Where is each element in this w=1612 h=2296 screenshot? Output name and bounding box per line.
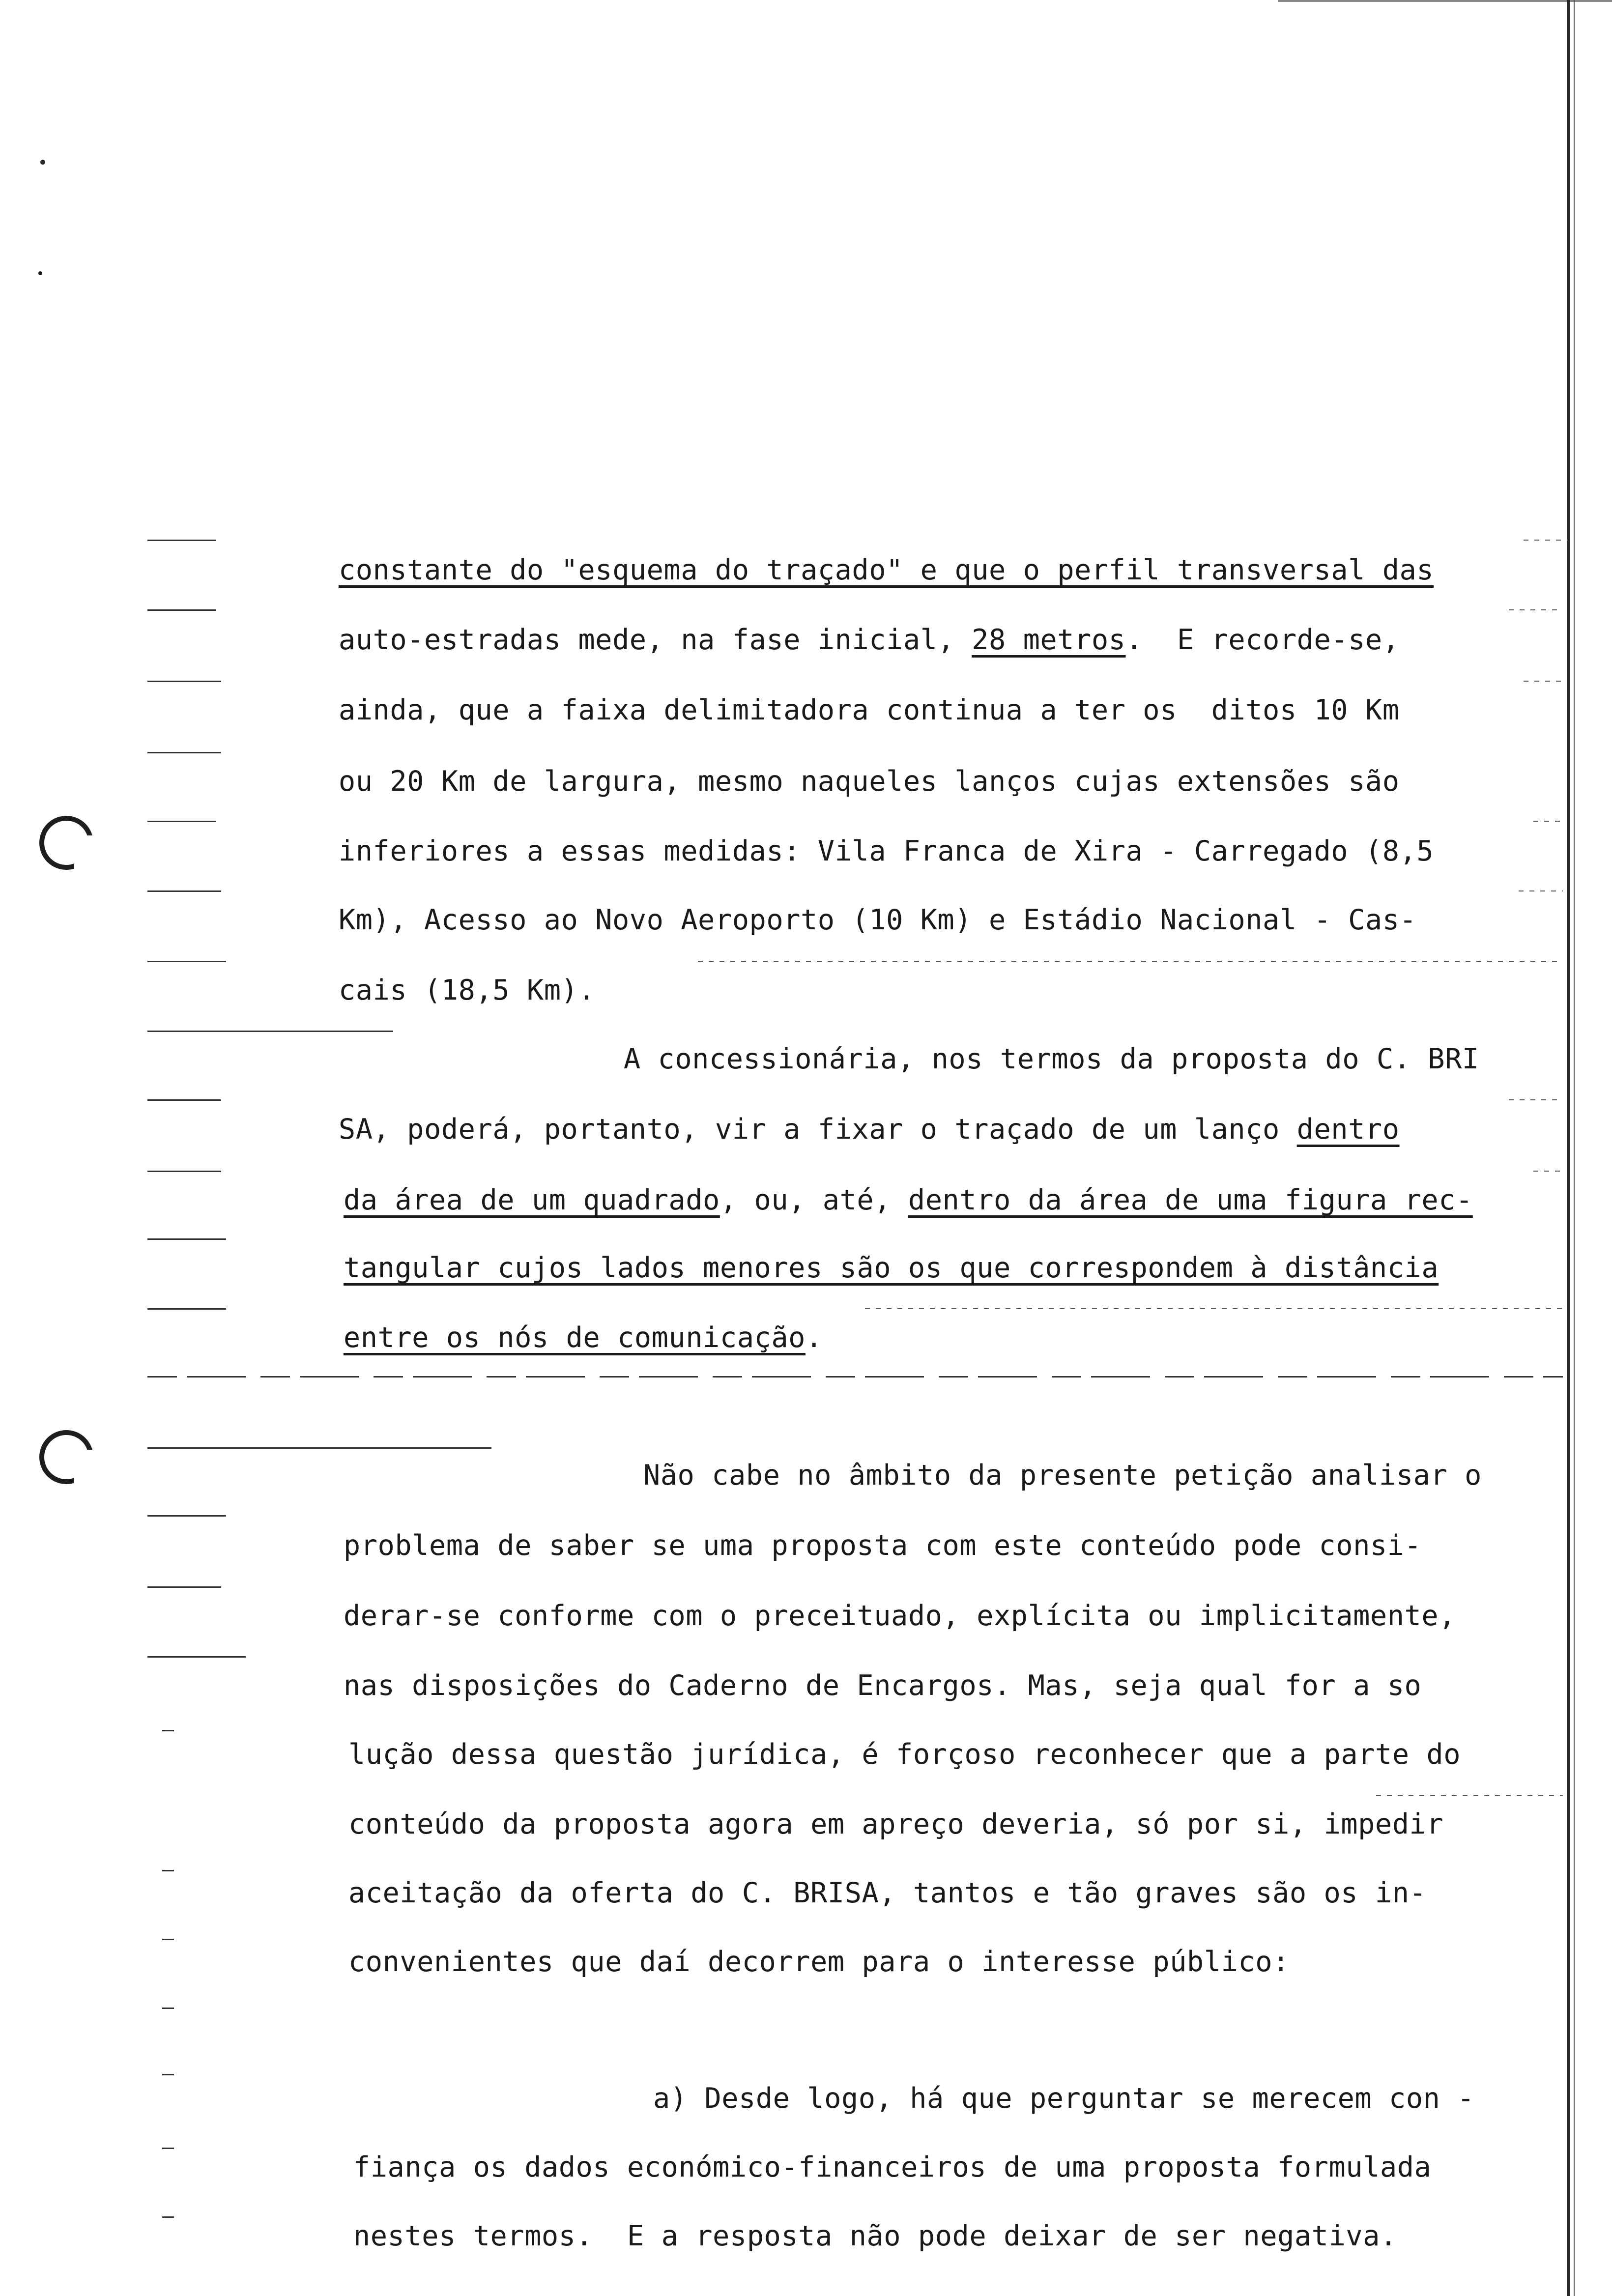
text-line [236, 861, 1417, 936]
line-segment: nestes termos. E a resposta não pode deixar de ser negativa. [353, 2220, 1397, 2252]
line-segment: nas disposições do Caderno de Encargos. Mas, seja qual for a so [343, 1669, 1422, 1702]
line-segment: convenientes que daí decorrem para o interesse público: [348, 1946, 1290, 1978]
text-line [246, 1903, 1290, 1978]
text-line [541, 1416, 1482, 1492]
line-segment: aceitação da oferta do C. BRISA, tantos e tão graves são os in- [348, 1877, 1427, 1909]
line-segment-underlined: 28 metros [972, 624, 1126, 656]
line-segment-underlined: tangular cujos lados menores são os que correspondem à distância [343, 1252, 1439, 1284]
line-segment: constante do "esquema do traçado" e que o perfil transversal das [338, 554, 1434, 586]
text-line [550, 2039, 1475, 2115]
text-line [236, 792, 1434, 867]
text-line [241, 1279, 823, 1354]
line-segment: conteúdo da proposta agora em apreço deveria, só por si, impedir [348, 1808, 1444, 1840]
line-segment: ou 20 Km de largura, mesmo naqueles lanços cujas extensões são [338, 765, 1400, 798]
text-line [236, 931, 596, 1006]
text-line [241, 1209, 1439, 1284]
text-line [251, 2177, 1397, 2252]
line-segment-underlined: da área de um quadrado [343, 1184, 720, 1216]
line-segment: . [805, 1321, 823, 1354]
line-segment: . E recorde-se, [1125, 624, 1400, 656]
line-segment: derar-se conforme com o preceituado, explícita ou implicitamente, [343, 1600, 1456, 1632]
text-line [246, 1834, 1427, 1909]
line-segment-underlined: entre os nós de comunicação [343, 1321, 806, 1354]
line-segment: inferiores a essas medidas: Vila Franca de Xira - Carregado (8,5 [338, 835, 1434, 867]
text-line [236, 651, 1400, 726]
text-line [241, 1627, 1422, 1702]
text-line [236, 1070, 1400, 1146]
line-segment-underlined: dentro [1296, 1113, 1400, 1146]
text-line [236, 722, 1400, 798]
text-line [251, 2108, 1432, 2183]
text-line [521, 1000, 1479, 1075]
line-segment: cais (18,5 Km). [338, 974, 596, 1006]
text-line [246, 1695, 1461, 1771]
line-segment: problema de saber se uma proposta com este conteúdo pode consi- [343, 1529, 1422, 1562]
line-segment: Km), Acesso ao Novo Aeroporto (10 Km) e Estádio Nacional - Cas- [338, 904, 1417, 936]
line-segment: , ou, até, [720, 1184, 908, 1216]
line-segment: a) Desde logo, há que perguntar se merecem con - [653, 2082, 1475, 2115]
line-segment-underlined: dentro da área de uma figura rec- [908, 1184, 1473, 1216]
text-line [236, 511, 1434, 586]
text-line [241, 1557, 1456, 1632]
line-segment: A concessionária, nos termos da proposta do C. BRI [623, 1043, 1479, 1075]
line-segment: fiança os dados económico-financeiros de uma proposta formulada [353, 2151, 1432, 2183]
line-segment: Não cabe no âmbito da presente petição analisar o [643, 1459, 1482, 1492]
line-segment: ainda, que a faixa delimitadora continua a ter os ditos 10 Km [338, 694, 1400, 726]
line-segment: SA, poderá, portanto, vir a fixar o traçado de um lanço [338, 1113, 1297, 1146]
text-line [241, 1141, 1473, 1216]
text-line [241, 1487, 1422, 1562]
line-segment: auto-estradas mede, na fase inicial, [338, 624, 972, 656]
text-line [236, 581, 1400, 656]
text-line [246, 1765, 1444, 1840]
line-segment: lução dessa questão jurídica, é forçoso reconhecer que a parte do [348, 1738, 1461, 1771]
